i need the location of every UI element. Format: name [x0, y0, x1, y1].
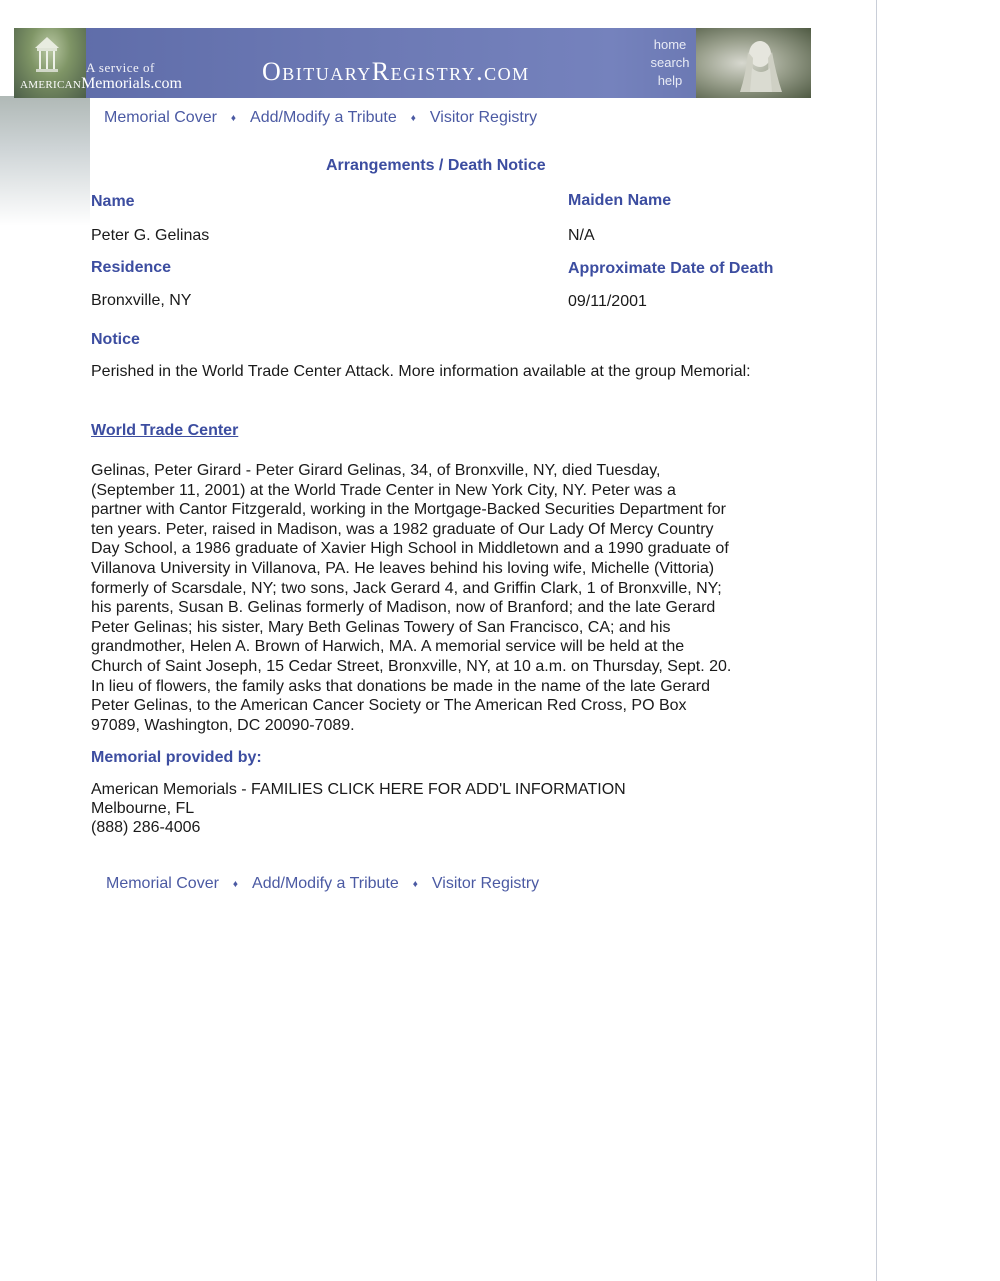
help-link[interactable]: help [657, 73, 683, 88]
provider-city: Melbourne, FL [91, 800, 195, 817]
visitor-registry-link[interactable]: Visitor Registry [431, 875, 540, 892]
statue-icon [736, 34, 786, 94]
service-line: A service of [86, 60, 155, 75]
home-link[interactable]: home [653, 37, 687, 52]
memorial-cover-link[interactable]: Memorial Cover [104, 109, 217, 126]
provider-link[interactable]: American Memorials - FAMILIES CLICK HERE FOR ADD'L INFORMATION [91, 781, 626, 798]
top-nav [104, 109, 537, 127]
american-memorials-logo[interactable] [20, 75, 182, 93]
nav-separator: ♦ [412, 878, 418, 890]
page-title: Arrangements / Death Notice [326, 157, 546, 174]
provider-phone: (888) 286-4006 [91, 819, 201, 836]
residence-value: Bronxville, NY [91, 292, 192, 309]
memorial-provider-label: Memorial provided by: [91, 749, 262, 766]
site-banner [14, 28, 811, 98]
nav-separator: ♦ [410, 112, 416, 124]
name-value: Peter G. Gelinas [91, 227, 210, 244]
obituary-text: Gelinas, Peter Girard - Peter Girard Gelinas, 34, of Bronxville, NY, died Tuesday, (September 11, 2001) at the World Trade Center in New York City, NY. Peter was a partner with Cantor Fitzgerald, working in the Mortgage-Backed Securities Department for ten years. Peter, raised in Madison, was a 1982 graduate of Our Lady Of Mercy Country Day School, a 1986 graduate of Xavier High School in Middletown and a 1990 graduate of Villanova University in Villanova, PA. He leaves behind his loving wife, Michelle (Vittoria) formerly of Scarsdale, NY; two sons, Jack Gerard 4, and Griffin Clark, 1 of Bronxville, NY; his parents, Susan B. Gelinas formerly of Madison, now of Branford; and the late Gerard Peter Gelinas; his sister, Mary Beth Gelinas Towery of San Francisco, CA; and his grandmother, Helen A. Brown of Harwich, MA. A memorial service will be held at the Church of Saint Joseph, 15 Cedar Street, Bronxville, NY, at 10 a.m. on Thursday, Sept. 20. In lieu of flowers, the family asks that donations be made in the name of the late Gerard Peter Gelinas, to the American Cancer Society or The American Red Cross, PO Box 97089, Washington, DC 20090-7089. [91, 462, 732, 734]
date-of-death-value: 09/11/2001 [568, 293, 647, 310]
residence-label: Residence [91, 259, 172, 276]
add-modify-tribute-link[interactable]: Add/Modify a Tribute [252, 875, 399, 892]
world-trade-center-link[interactable]: World Trade Center [91, 422, 239, 439]
memorial-provider [91, 780, 626, 837]
maiden-name-value: N/A [568, 227, 595, 244]
visitor-registry-link[interactable]: Visitor Registry [429, 109, 538, 126]
maiden-name-label: Maiden Name [568, 192, 672, 209]
brand-suffix: Memorials.com [81, 75, 182, 92]
gazebo-icon [32, 34, 62, 74]
brand-prefix: AMERICAN [20, 79, 82, 91]
notice-text: Perished in the World Trade Center Attack. More information available at the group Memorial: [91, 363, 751, 380]
nav-separator: ♦ [230, 112, 237, 124]
memorial-cover-link[interactable]: Memorial Cover [106, 875, 219, 892]
bottom-nav [106, 875, 539, 893]
nav-separator: ♦ [232, 878, 239, 890]
date-of-death-label: Approximate Date of Death [568, 260, 774, 277]
site-title[interactable]: ObituaryRegistry.com [262, 57, 530, 86]
page-right-rule [876, 0, 877, 1281]
add-modify-tribute-link[interactable]: Add/Modify a Tribute [250, 109, 397, 126]
search-link[interactable]: search [650, 55, 690, 70]
name-label: Name [91, 193, 135, 210]
statue-photo [696, 28, 811, 98]
notice-label: Notice [91, 331, 140, 348]
banner-photo-fade [0, 96, 90, 226]
